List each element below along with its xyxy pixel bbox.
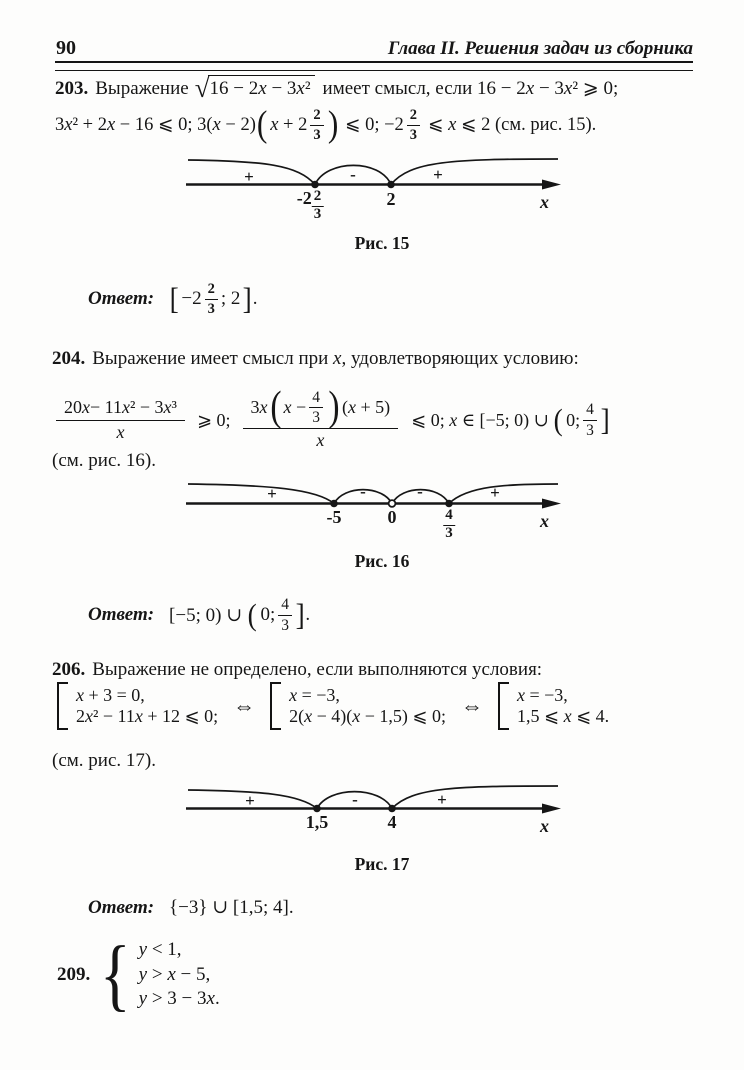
fraction-expression: [56, 397, 185, 443]
point-fraction: [312, 189, 324, 223]
answer-label: Ответ:: [88, 604, 155, 625]
open-paren: (: [247, 597, 257, 633]
chapter-header: Глава II. Решения задач из сборника: [387, 38, 693, 59]
header-rule: [55, 61, 693, 71]
answer-value: {−3} ∪ [1,5; 4].: [169, 897, 294, 918]
system-bracket: [270, 682, 281, 730]
system-line: y > x − 5,: [138, 963, 211, 985]
arrowhead: [542, 180, 561, 190]
denominator: 3: [409, 126, 418, 143]
math-run: (x + 5): [341, 396, 391, 417]
math-run: [−5; 0) ∪: [169, 604, 243, 626]
problem-209: [57, 931, 220, 1019]
math-run: 0;: [566, 409, 581, 430]
close-paren: ): [327, 104, 339, 146]
equivalence-arrow: ⇔: [461, 693, 483, 718]
fraction-2-3: [205, 281, 218, 316]
system-line: x + 3 = 0,: [76, 685, 145, 705]
system-brace: {: [100, 931, 131, 1019]
problem-text: Выражение не определено, если выполняются условия:: [92, 659, 543, 680]
answer-203: [88, 279, 257, 319]
open-bracket: [: [169, 281, 179, 317]
denominator: 3: [207, 300, 215, 317]
fraction-4-3: [278, 596, 292, 634]
answer-204: [88, 592, 310, 638]
axis-label: x: [540, 511, 549, 531]
system-1: [76, 685, 218, 727]
numerator: 2: [407, 107, 420, 125]
fraction-2-3: [310, 107, 323, 142]
equivalence-arrow: ⇔: [233, 693, 256, 718]
figure-caption: Рис. 15: [354, 233, 410, 253]
numerator: 4: [443, 508, 455, 526]
point-label: [443, 508, 455, 542]
problem-206-systems: [57, 682, 609, 730]
open-paren: (: [553, 402, 563, 438]
answer-label: Ответ:: [88, 288, 155, 309]
figure-caption: Рис. 17: [354, 854, 410, 874]
system-line: y < 1,: [138, 939, 182, 961]
denominator: x: [316, 430, 325, 451]
radical-sign: √: [194, 73, 210, 103]
system-2: [289, 685, 446, 727]
sign-label: +: [437, 790, 447, 809]
problem-203-line2: [55, 102, 596, 148]
denominator: 3: [586, 421, 594, 439]
number-line-svg: [180, 148, 580, 226]
sign-curve: [449, 484, 558, 504]
math-run: ⩽ x ⩽ 2 (см. рис. 15).: [428, 115, 597, 135]
close-bracket: ]: [295, 597, 305, 633]
square-root: [194, 73, 315, 103]
open-paren: (: [256, 104, 268, 146]
sign-curve: [392, 786, 558, 809]
problem-text: Выражение: [95, 78, 189, 99]
figure-16: [180, 478, 580, 578]
numerator: 4: [583, 401, 597, 420]
answer-206: [88, 896, 294, 919]
numerator: 20 x − 11 x ² − 3 x ³: [56, 397, 185, 421]
sign-label: +: [245, 791, 255, 810]
point-whole: -2: [296, 188, 312, 208]
math-run: ⩽ 0; −2: [344, 115, 404, 135]
arrowhead: [542, 499, 561, 509]
axis-label: x: [540, 816, 549, 836]
point-label: [297, 189, 324, 223]
system-line: 2x² − 11x + 12 ⩽ 0;: [76, 706, 219, 726]
problem-text: Выражение имеет смысл при x, удовлетворяющих условию:: [92, 348, 579, 369]
system-line: y > 3 − 3x.: [138, 988, 220, 1010]
period: .: [305, 604, 311, 625]
fraction-4-3: [583, 401, 597, 439]
system-line: x = −3,: [517, 685, 568, 705]
sqrt-expression: 16 − 2x − 3x²: [208, 75, 315, 100]
system-line: x = −3,: [289, 685, 340, 705]
math-run: −2: [181, 288, 202, 309]
sign-label: -: [417, 482, 423, 501]
problem-number: 203.: [55, 78, 89, 99]
period: .: [252, 288, 258, 309]
system-bracket: [57, 682, 68, 730]
point-dot-open: [389, 500, 396, 507]
number-line-svg: [180, 478, 580, 548]
math-run: ; 2: [220, 288, 241, 309]
denominator: 3: [312, 408, 320, 426]
problem-number: 209.: [57, 964, 91, 985]
denominator: 3: [313, 205, 322, 222]
denominator: 3: [313, 126, 321, 143]
math-run: x −: [283, 396, 307, 417]
close-bracket: ]: [242, 281, 253, 317]
numerator: 2: [205, 281, 218, 299]
numerator: 2: [310, 107, 323, 125]
math-run: 3x: [250, 396, 268, 417]
sign-label: +: [433, 165, 443, 184]
fraction-expression: [243, 383, 399, 452]
system-line: 2(x − 4)(x − 1,5) ⩽ 0;: [289, 706, 446, 726]
sign-curve: [188, 484, 334, 504]
point-dot-filled: [387, 181, 395, 189]
arrowhead: [542, 804, 561, 814]
system-line: 1,5 ⩽ x ⩽ 4.: [517, 706, 610, 726]
numerator: 2: [312, 189, 324, 207]
page-number: 90: [56, 37, 76, 59]
system-bracket: [498, 682, 509, 730]
problem-203-line1: [55, 73, 619, 103]
system-209: [139, 938, 220, 1012]
denominator: 3: [445, 524, 453, 541]
point-label: 4: [387, 812, 397, 832]
axis-label: x: [540, 192, 549, 212]
point-label: 2: [386, 189, 396, 209]
numerator: 4: [278, 596, 292, 615]
fraction-4-3: [309, 389, 323, 427]
number-line-svg: [180, 780, 580, 842]
numerator: 4: [309, 389, 323, 408]
relation: ⩽ 0; x ∈ [−5; 0) ∪: [411, 409, 549, 430]
problem-number: 204.: [52, 348, 86, 369]
point-fraction: [443, 508, 455, 542]
system-3: [517, 685, 609, 727]
numerator: [243, 383, 399, 430]
problem-206-heading: [52, 659, 542, 681]
sign-label: -: [350, 165, 356, 184]
close-bracket: ]: [600, 402, 610, 438]
math-run: 0;: [260, 604, 276, 625]
problem-text: имеет смысл, если 16 − 2x − 3x² ⩾ 0;: [322, 78, 619, 99]
denominator: x: [116, 422, 125, 442]
sign-label: +: [267, 484, 277, 503]
denominator: 3: [281, 616, 289, 634]
open-paren: (: [269, 383, 282, 430]
figure-caption: Рис. 16: [354, 551, 410, 571]
sign-label: +: [244, 167, 254, 186]
sign-curve: [391, 159, 558, 185]
sign-label: -: [360, 482, 366, 501]
math-run: 3x² + 2x − 16 ⩽ 0; 3(x − 2): [55, 115, 256, 135]
math-run: x + 2: [270, 114, 308, 135]
see-figure-note: (см. рис. 17).: [52, 750, 156, 771]
figure-17: [180, 780, 580, 880]
point-label: 1,5: [305, 812, 329, 832]
sign-label: -: [352, 790, 358, 809]
figure-15: [180, 148, 580, 258]
problem-number: 206.: [52, 659, 86, 680]
close-paren: ): [328, 383, 340, 430]
point-label: 0: [387, 507, 397, 527]
sign-label: +: [490, 483, 500, 502]
problem-204-heading: [52, 348, 579, 370]
relation: ⩾ 0;: [196, 409, 231, 430]
answer-label: Ответ:: [88, 897, 155, 918]
fraction-2-3: [407, 107, 420, 142]
see-figure-note: (см. рис. 16).: [52, 450, 156, 471]
point-label: -5: [326, 507, 342, 527]
